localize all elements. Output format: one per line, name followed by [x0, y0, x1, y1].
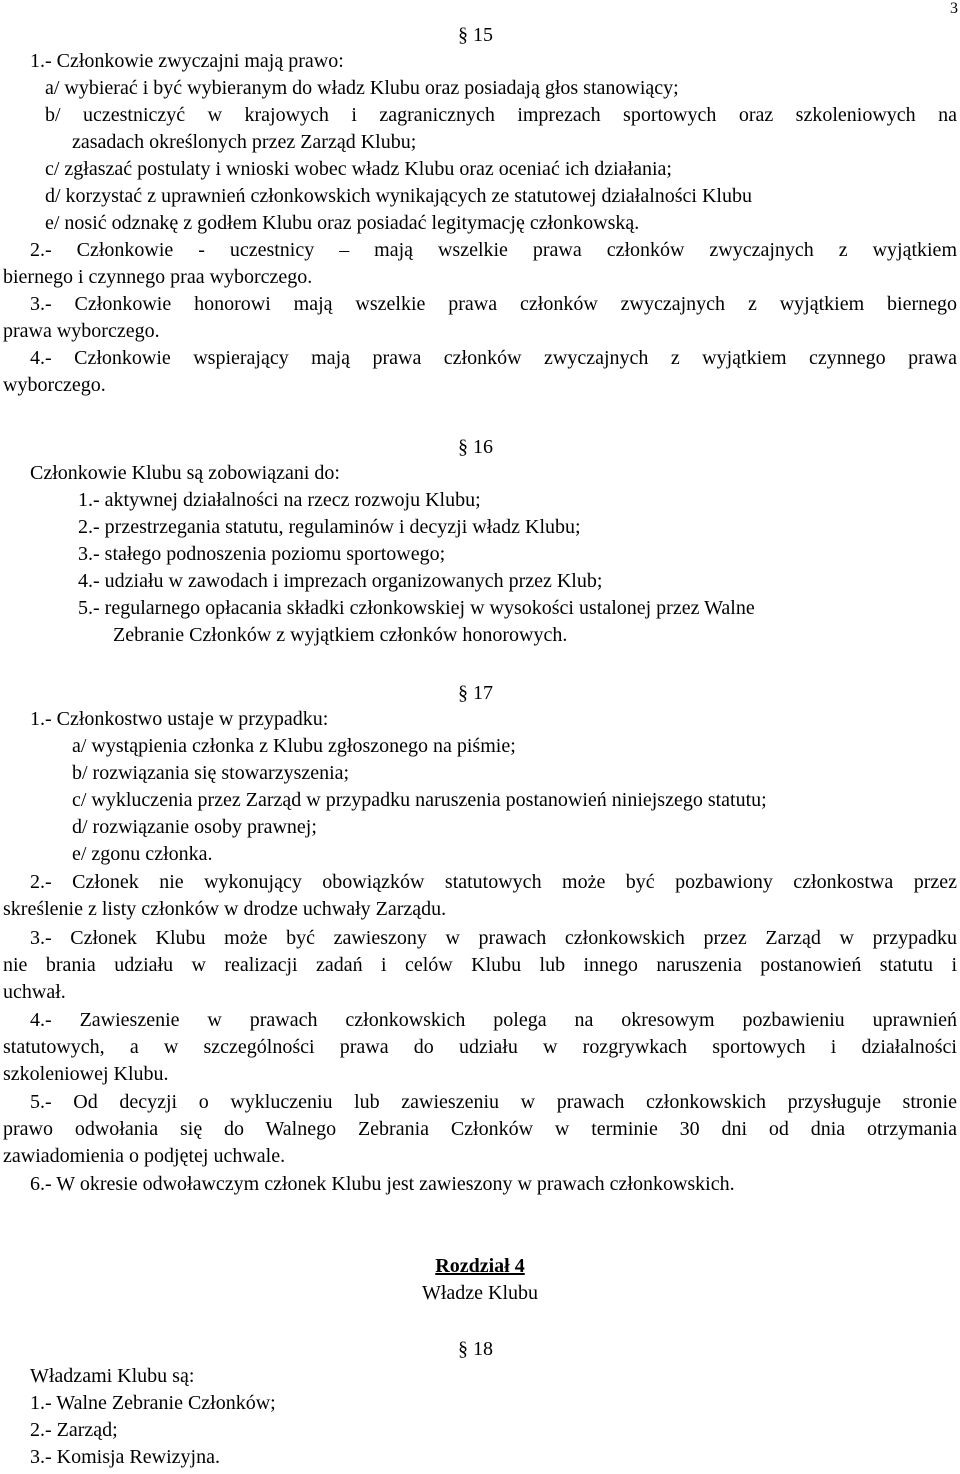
s17-point-5-line3: zawiadomienia o podjętej uchwale. [3, 1145, 286, 1167]
s17-point-6: 6.- W okresie odwoławczym członek Klubu jest zawieszony w prawach członkowskich. [30, 1173, 735, 1195]
page-number: 3 [950, 0, 958, 17]
s18-item-2: 2.- Zarząd; [30, 1419, 118, 1441]
s16-item-5-line2: Zebranie Członków z wyjątkiem członków honorowych. [113, 624, 568, 646]
s17-point-5-line1: 5.- Od decyzji o wykluczeniu lub zawieszeniu w prawach członkowskich przysługuje stronie [30, 1091, 957, 1113]
section-16-heading: § 16 [458, 436, 493, 458]
s15-point-3-line2: prawa wyborczego. [3, 320, 160, 342]
s18-item-3: 3.- Komisja Rewizyjna. [30, 1446, 220, 1468]
s15-item-c: c/ zgłaszać postulaty i wnioski wobec władz Klubu oraz oceniać ich działania; [45, 158, 672, 180]
s17-point-1: 1.- Członkostwo ustaje w przypadku: [30, 708, 329, 730]
section-18-heading: § 18 [458, 1338, 493, 1360]
s17-point-3-line1: 3.- Członek Klubu może być zawieszony w prawach członkowskich przez Zarząd w przypadku [30, 927, 957, 949]
s15-item-e: e/ nosić odznakę z godłem Klubu oraz posiadać legitymację członkowską. [45, 212, 640, 234]
s17-point-4-line1: 4.- Zawieszenie w prawach członkowskich polega na okresowym pozbawieniu uprawnień [30, 1009, 957, 1031]
s15-point-2-line2: biernego i czynnego praa wyborczego. [3, 266, 313, 288]
s17-item-b: b/ rozwiązania się stowarzyszenia; [72, 762, 350, 784]
s15-point-1: 1.- Członkowie zwyczajni mają prawo: [30, 50, 344, 72]
s15-item-b-line1: b/ uczestniczyć w krajowych i zagranicznych imprezach sportowych oraz szkoleniowych na [45, 104, 957, 126]
s17-point-5-line2: prawo odwołania się do Walnego Zebrania Członków w terminie 30 dni od dnia otrzymania [3, 1118, 957, 1140]
chapter-subtitle: Władze Klubu [421, 1282, 539, 1304]
s16-intro: Członkowie Klubu są zobowiązani do: [30, 462, 340, 484]
s18-item-1: 1.- Walne Zebranie Członków; [30, 1392, 276, 1414]
s15-point-3-line1: 3.- Członkowie honorowi mają wszelkie prawa członków zwyczajnych z wyjątkiem biernego [30, 293, 957, 315]
s15-item-a: a/ wybierać i być wybieranym do władz Klubu oraz posiadają głos stanowiący; [45, 77, 679, 99]
s15-point-4-line2: wyborczego. [3, 374, 106, 396]
chapter-title: Rozdział 4 [435, 1255, 525, 1277]
s17-point-3-line2: nie brania udziału w realizacji zadań i celów Klubu lub innego naruszenia postanowień statutu i [3, 954, 957, 976]
s15-point-2-line1: 2.- Członkowie - uczestnicy – mają wszelkie prawa członków zwyczajnych z wyjątkiem [30, 239, 957, 261]
s16-item-2: 2.- przestrzegania statutu, regulaminów i decyzji władz Klubu; [78, 516, 581, 538]
s16-item-5-line1: 5.- regularnego opłacania składki członkowskiej w wysokości ustalonej przez Walne [78, 597, 755, 619]
s15-point-4-line1: 4.- Członkowie wspierający mają prawa członków zwyczajnych z wyjątkiem czynnego prawa [30, 347, 957, 369]
s17-point-2-line1: 2.- Członek nie wykonujący obowiązków statutowych może być pozbawiony członkostwa przez [30, 871, 957, 893]
s16-item-3: 3.- stałego podnoszenia poziomu sportowego; [78, 543, 446, 565]
s17-point-3-line3: uchwał. [3, 981, 66, 1003]
s17-item-c: c/ wykluczenia przez Zarząd w przypadku naruszenia postanowień niniejszego statutu; [72, 789, 767, 811]
s17-item-d: d/ rozwiązanie osoby prawnej; [72, 816, 317, 838]
s17-item-e: e/ zgonu członka. [72, 843, 213, 865]
s16-item-4: 4.- udziału w zawodach i imprezach organizowanych przez Klub; [78, 570, 603, 592]
s17-item-a: a/ wystąpienia członka z Klubu zgłoszonego na piśmie; [72, 735, 516, 757]
s15-item-b-line2: zasadach określonych przez Zarząd Klubu; [72, 131, 417, 153]
s18-intro: Władzami Klubu są: [30, 1365, 195, 1387]
s16-item-1: 1.- aktywnej działalności na rzecz rozwoju Klubu; [78, 489, 481, 511]
s17-point-4-line3: szkoleniowej Klubu. [3, 1063, 169, 1085]
s17-point-2-line2: skreślenie z listy członków w drodze uchwały Zarządu. [3, 898, 447, 920]
s17-point-4-line2: statutowych, a w szczególności prawa do udziału w rozgrywkach sportowych i działalności [3, 1036, 957, 1058]
section-15-heading: § 15 [458, 24, 493, 46]
s15-item-d: d/ korzystać z uprawnień członkowskich wynikających ze statutowej działalności Klubu [45, 185, 752, 207]
section-17-heading: § 17 [458, 682, 493, 704]
